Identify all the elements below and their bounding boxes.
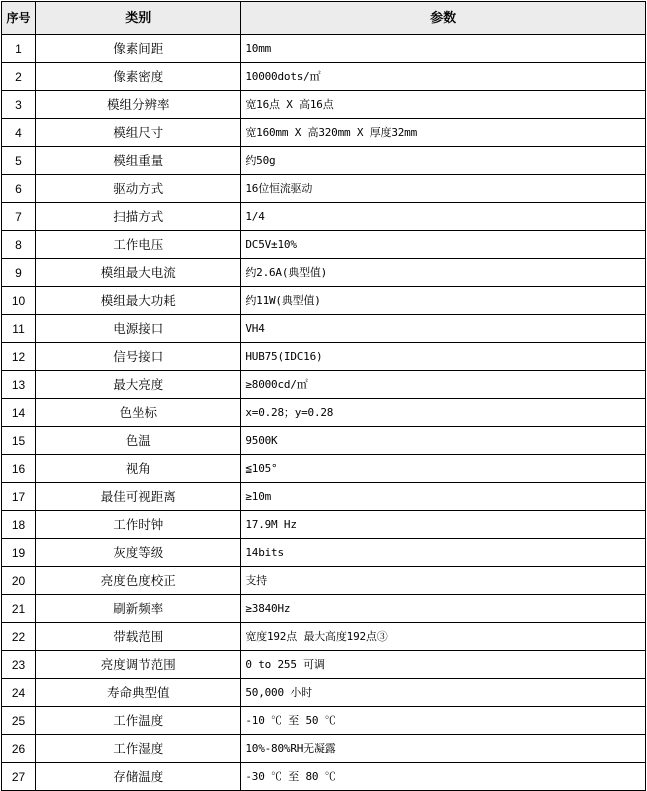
cell-index: 3	[2, 91, 36, 119]
cell-category: 色坐标	[36, 399, 241, 427]
cell-index: 12	[2, 343, 36, 371]
cell-parameter: 宽16点 X 高16点	[241, 91, 646, 119]
cell-category: 信号接口	[36, 343, 241, 371]
table-row	[2, 483, 646, 511]
table-row	[2, 679, 646, 707]
cell-index: 6	[2, 175, 36, 203]
specification-table	[1, 1, 646, 791]
cell-parameter: DC5V±10%	[241, 231, 646, 259]
cell-index: 16	[2, 455, 36, 483]
cell-index: 26	[2, 735, 36, 763]
cell-category: 灰度等级	[36, 539, 241, 567]
cell-parameter: HUB75(IDC16)	[241, 343, 646, 371]
cell-parameter: 10%-80%RH无凝露	[241, 735, 646, 763]
table-row	[2, 119, 646, 147]
cell-category: 最佳可视距离	[36, 483, 241, 511]
cell-parameter: 10000dots/㎡	[241, 63, 646, 91]
cell-parameter: ≥8000cd/㎡	[241, 371, 646, 399]
table-row	[2, 287, 646, 315]
cell-parameter: 9500K	[241, 427, 646, 455]
table-row	[2, 539, 646, 567]
table-row	[2, 231, 646, 259]
cell-category: 电源接口	[36, 315, 241, 343]
cell-parameter: 约11W(典型值)	[241, 287, 646, 315]
cell-index: 10	[2, 287, 36, 315]
cell-parameter: ≥10m	[241, 483, 646, 511]
table-row	[2, 567, 646, 595]
table-row	[2, 91, 646, 119]
cell-index: 25	[2, 707, 36, 735]
table-row	[2, 343, 646, 371]
cell-category: 色温	[36, 427, 241, 455]
cell-parameter: ≥3840Hz	[241, 595, 646, 623]
column-header-param: 参数	[241, 2, 646, 35]
cell-category: 模组最大功耗	[36, 287, 241, 315]
cell-parameter: 约50g	[241, 147, 646, 175]
cell-category: 驱动方式	[36, 175, 241, 203]
cell-category: 刷新频率	[36, 595, 241, 623]
cell-index: 21	[2, 595, 36, 623]
cell-index: 5	[2, 147, 36, 175]
table-row	[2, 623, 646, 651]
cell-parameter: x=0.28；y=0.28	[241, 399, 646, 427]
cell-index: 17	[2, 483, 36, 511]
cell-index: 23	[2, 651, 36, 679]
cell-index: 7	[2, 203, 36, 231]
cell-index: 13	[2, 371, 36, 399]
table-row	[2, 735, 646, 763]
table-row	[2, 35, 646, 63]
cell-category: 模组最大电流	[36, 259, 241, 287]
cell-parameter: ≦105°	[241, 455, 646, 483]
table-row	[2, 455, 646, 483]
cell-parameter: 14bits	[241, 539, 646, 567]
table-row	[2, 595, 646, 623]
cell-parameter: 17.9M Hz	[241, 511, 646, 539]
cell-category: 寿命典型值	[36, 679, 241, 707]
cell-index: 2	[2, 63, 36, 91]
cell-category: 最大亮度	[36, 371, 241, 399]
cell-category: 模组尺寸	[36, 119, 241, 147]
cell-index: 22	[2, 623, 36, 651]
cell-parameter: 宽160mm X 高320mm X 厚度32mm	[241, 119, 646, 147]
cell-index: 19	[2, 539, 36, 567]
cell-index: 11	[2, 315, 36, 343]
cell-category: 像素间距	[36, 35, 241, 63]
cell-category: 带载范围	[36, 623, 241, 651]
table-body	[2, 35, 646, 791]
table-row	[2, 63, 646, 91]
table-row	[2, 175, 646, 203]
cell-index: 9	[2, 259, 36, 287]
cell-index: 1	[2, 35, 36, 63]
cell-category: 工作电压	[36, 231, 241, 259]
table-row	[2, 315, 646, 343]
table-row	[2, 259, 646, 287]
cell-parameter: 10mm	[241, 35, 646, 63]
cell-parameter: 宽度192点 最大高度192点③	[241, 623, 646, 651]
cell-parameter: 1/4	[241, 203, 646, 231]
cell-index: 14	[2, 399, 36, 427]
cell-index: 4	[2, 119, 36, 147]
table-row	[2, 203, 646, 231]
table-row	[2, 707, 646, 735]
table-row	[2, 147, 646, 175]
table-row	[2, 427, 646, 455]
cell-parameter: 0 to 255 可调	[241, 651, 646, 679]
cell-parameter: VH4	[241, 315, 646, 343]
cell-category: 存储温度	[36, 763, 241, 791]
cell-parameter: 支持	[241, 567, 646, 595]
table-row	[2, 371, 646, 399]
cell-category: 亮度色度校正	[36, 567, 241, 595]
cell-parameter: 50,000 小时	[241, 679, 646, 707]
cell-parameter: -10 ℃ 至 50 ℃	[241, 707, 646, 735]
table-header-row	[2, 2, 646, 35]
table-row	[2, 399, 646, 427]
cell-category: 模组分辨率	[36, 91, 241, 119]
cell-category: 工作湿度	[36, 735, 241, 763]
table-row	[2, 763, 646, 791]
cell-index: 18	[2, 511, 36, 539]
cell-category: 模组重量	[36, 147, 241, 175]
cell-index: 24	[2, 679, 36, 707]
cell-index: 15	[2, 427, 36, 455]
column-header-category: 类别	[36, 2, 241, 35]
table-row	[2, 651, 646, 679]
cell-parameter: 约2.6A(典型值)	[241, 259, 646, 287]
cell-category: 工作温度	[36, 707, 241, 735]
cell-category: 像素密度	[36, 63, 241, 91]
cell-category: 亮度调节范围	[36, 651, 241, 679]
cell-parameter: -30 ℃ 至 80 ℃	[241, 763, 646, 791]
cell-index: 27	[2, 763, 36, 791]
cell-category: 扫描方式	[36, 203, 241, 231]
cell-index: 8	[2, 231, 36, 259]
table-header	[2, 2, 646, 35]
cell-parameter: 16位恒流驱动	[241, 175, 646, 203]
cell-category: 工作时钟	[36, 511, 241, 539]
table-row	[2, 511, 646, 539]
cell-index: 20	[2, 567, 36, 595]
cell-category: 视角	[36, 455, 241, 483]
column-header-index: 序号	[2, 2, 36, 35]
